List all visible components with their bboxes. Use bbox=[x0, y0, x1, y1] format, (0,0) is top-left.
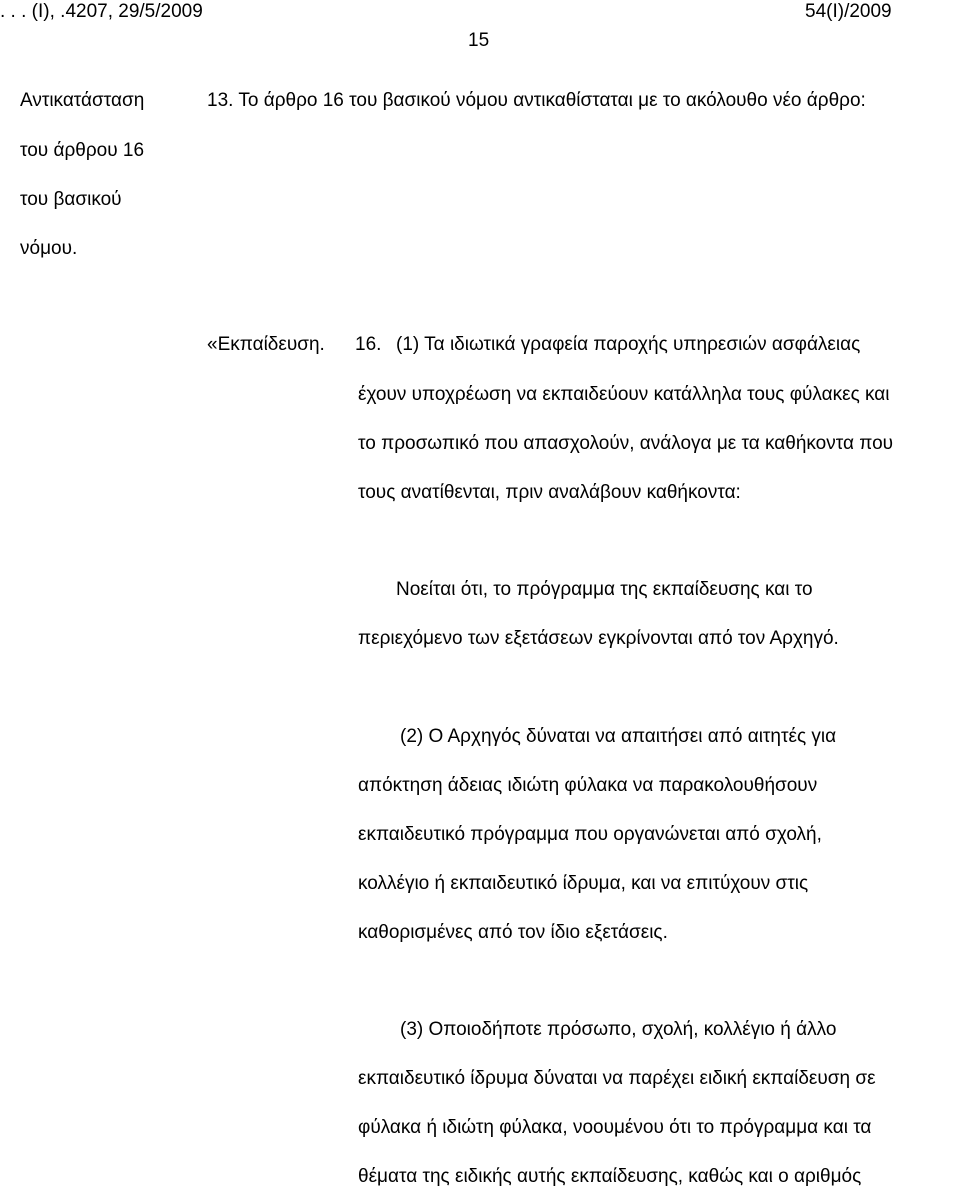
header-left: . . . (Ι), .4207, 29/5/2009 bbox=[0, 1, 203, 22]
paragraph-3-line: φύλακα ή ιδιώτη φύλακα, νοουμένου ότι το πρόγραμμα και τα bbox=[358, 1117, 872, 1138]
article-16-heading: «Εκπαίδευση. bbox=[207, 334, 325, 355]
paragraph-2-line: απόκτηση άδειας ιδιώτη φύλακα να παρακολουθήσουν bbox=[358, 775, 818, 796]
article-13-text: 13. Το άρθρο 16 του βασικού νόμου αντικαθίσταται με το ακόλουθο νέο άρθρο: bbox=[207, 90, 866, 111]
margin-note-line: νόμου. bbox=[20, 238, 78, 259]
paragraph-2-line: κολλέγιο ή εκπαιδευτικό ίδρυμα, και να επιτύχουν στις bbox=[358, 873, 809, 894]
article-16-number: 16. bbox=[355, 334, 382, 355]
paragraph-2-line: καθορισμένες από τον ίδιο εξετάσεις. bbox=[358, 922, 668, 943]
paragraph-2-line: εκπαιδευτικό πρόγραμμα που οργανώνεται από σχολή, bbox=[358, 824, 822, 845]
paragraph-3-line: εκπαιδευτικό ίδρυμα δύναται να παρέχει ειδική εκπαίδευση σε bbox=[358, 1068, 876, 1089]
page-number: 15 bbox=[468, 30, 490, 51]
proviso-line: περιεχόμενο των εξετάσεων εγκρίνονται από τον Αρχηγό. bbox=[358, 628, 839, 649]
paragraph-1-line: έχουν υποχρέωση να εκπαιδεύουν κατάλληλα τους φύλακες και bbox=[358, 384, 890, 405]
paragraph-3-line: θέματα της ειδικής αυτής εκπαίδευσης, καθώς και ο αριθμός bbox=[358, 1166, 862, 1187]
paragraph-1-line: τους ανατίθενται, πριν αναλάβουν καθήκοντα: bbox=[358, 482, 741, 503]
proviso-line: Νοείται ότι, το πρόγραμμα της εκπαίδευσης και το bbox=[396, 579, 813, 600]
paragraph-1-line: (1) Τα ιδιωτικά γραφεία παροχής υπηρεσιών ασφάλειας bbox=[396, 334, 861, 355]
margin-note-line: του άρθρου 16 bbox=[20, 140, 145, 161]
margin-note-line: του βασικού bbox=[20, 189, 122, 210]
margin-note-line: Αντικατάσταση bbox=[20, 90, 145, 111]
paragraph-3-line: (3) Οποιοδήποτε πρόσωπο, σχολή, κολλέγιο ή άλλο bbox=[400, 1019, 837, 1040]
header-right: 54(I)/2009 bbox=[805, 1, 892, 22]
paragraph-2-line: (2) Ο Αρχηγός δύναται να απαιτήσει από αιτητές για bbox=[400, 726, 837, 747]
paragraph-1-line: το προσωπικό που απασχολούν, ανάλογα με τα καθήκοντα που bbox=[358, 433, 894, 454]
